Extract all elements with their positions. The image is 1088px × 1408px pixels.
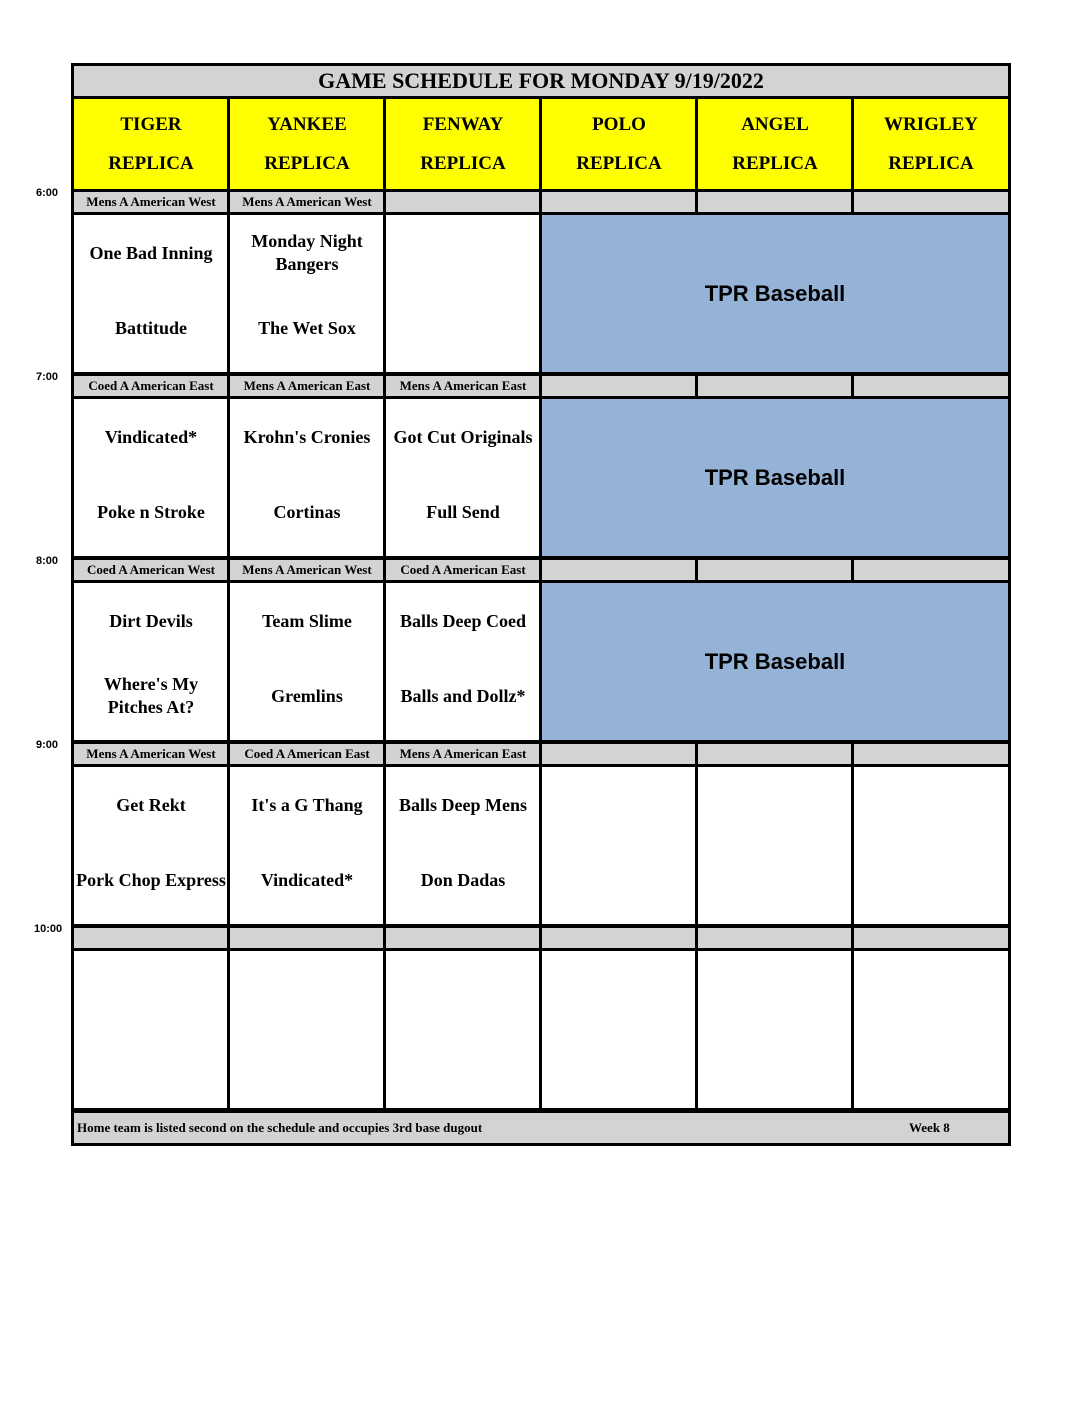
- field-header-polo: [539, 96, 699, 192]
- division-label: Coed A American East: [383, 557, 543, 583]
- away-team: Balls Deep Mens: [399, 794, 527, 815]
- home-team: Where's My Pitches At?: [103, 674, 199, 717]
- game-cell: [71, 396, 231, 559]
- game-cell: [383, 948, 543, 1111]
- game-cell: [383, 396, 543, 559]
- division-label: Mens A American West: [227, 189, 387, 215]
- game-cell: [227, 212, 387, 375]
- away-team: Krohn's Cronies: [243, 426, 371, 447]
- away-team: Got Cut Originals: [393, 426, 533, 447]
- home-team: Don Dadas: [420, 869, 506, 890]
- field-header-wrigley: [851, 96, 1011, 192]
- division-label: Mens A American West: [227, 557, 387, 583]
- empty-game-cell: [539, 948, 699, 1111]
- field-subtitle: REPLICA: [732, 152, 818, 174]
- schedule-title: GAME SCHEDULE FOR MONDAY 9/19/2022: [71, 63, 1011, 99]
- home-team: Cortinas: [273, 501, 341, 522]
- time-label: 7:00: [36, 371, 59, 383]
- division-label: Mens A American East: [383, 373, 543, 399]
- tpr-baseball-block: TPR Baseball: [539, 580, 1011, 743]
- time-label: 6:00: [36, 187, 59, 199]
- game-cell: [227, 396, 387, 559]
- away-team: Monday Night Bangers: [251, 231, 363, 274]
- away-team: One Bad Inning: [89, 242, 213, 263]
- field-name: WRIGLEY: [884, 113, 978, 135]
- time-label: 9:00: [36, 739, 59, 751]
- division-label: Mens A American East: [227, 373, 387, 399]
- field-subtitle: REPLICA: [888, 152, 974, 174]
- game-cell: [71, 212, 231, 375]
- field-name: FENWAY: [422, 113, 504, 135]
- time-label: 10:00: [34, 923, 63, 935]
- field-subtitle: REPLICA: [108, 152, 194, 174]
- division-label: Mens A American West: [71, 189, 231, 215]
- empty-game-cell: [851, 948, 1011, 1111]
- game-cell: [71, 948, 231, 1111]
- empty-game-cell: [539, 764, 699, 927]
- home-team: Balls and Dollz*: [400, 685, 526, 706]
- field-header-yankee: [227, 96, 387, 192]
- game-cell: [383, 764, 543, 927]
- schedule-sheet: [71, 63, 1011, 1146]
- time-label: 8:00: [36, 555, 59, 567]
- away-team: Get Rekt: [116, 794, 186, 815]
- game-cell: [227, 580, 387, 743]
- game-cell: [71, 764, 231, 927]
- field-subtitle: REPLICA: [420, 152, 506, 174]
- division-label: Coed A American West: [71, 557, 231, 583]
- field-header-angel: [695, 96, 855, 192]
- field-header-tiger: [71, 96, 231, 192]
- week-label: Week 8: [909, 1120, 950, 1135]
- home-team: The Wet Sox: [258, 317, 356, 338]
- away-team: Vindicated*: [104, 426, 198, 447]
- home-team: Gremlins: [271, 685, 343, 706]
- game-cell: [71, 580, 231, 743]
- away-team: It's a G Thang: [251, 794, 363, 815]
- game-cell: [383, 580, 543, 743]
- tpr-baseball-block: TPR Baseball: [539, 396, 1011, 559]
- empty-game-cell: [695, 948, 855, 1111]
- away-team: Dirt Devils: [109, 610, 193, 631]
- division-label: Coed A American East: [227, 741, 387, 767]
- home-team: Pork Chop Express: [76, 869, 226, 890]
- footer-note: Home team is listed second on the schedule and occupies 3rd base dugout: [77, 1120, 483, 1135]
- division-label: Mens A American East: [383, 741, 543, 767]
- field-name: TIGER: [120, 113, 182, 135]
- footer-bar: [71, 1110, 1011, 1146]
- empty-game-cell: [851, 764, 1011, 927]
- field-subtitle: REPLICA: [576, 152, 662, 174]
- home-team: Full Send: [426, 501, 500, 522]
- home-team: Battitude: [115, 317, 187, 338]
- away-team: Team Slime: [262, 610, 352, 631]
- tpr-baseball-block: TPR Baseball: [539, 212, 1011, 375]
- game-cell: [227, 764, 387, 927]
- game-cell: [227, 948, 387, 1111]
- field-subtitle: REPLICA: [264, 152, 350, 174]
- empty-game-cell: [695, 764, 855, 927]
- field-header-fenway: [383, 96, 543, 192]
- game-cell: [383, 212, 543, 375]
- field-name: YANKEE: [267, 113, 347, 135]
- division-label: Mens A American West: [71, 741, 231, 767]
- field-name: POLO: [592, 113, 646, 135]
- home-team: Poke n Stroke: [97, 501, 205, 522]
- field-name: ANGEL: [741, 113, 809, 135]
- home-team: Vindicated*: [260, 869, 354, 890]
- division-label: Coed A American East: [71, 373, 231, 399]
- away-team: Balls Deep Coed: [400, 610, 526, 631]
